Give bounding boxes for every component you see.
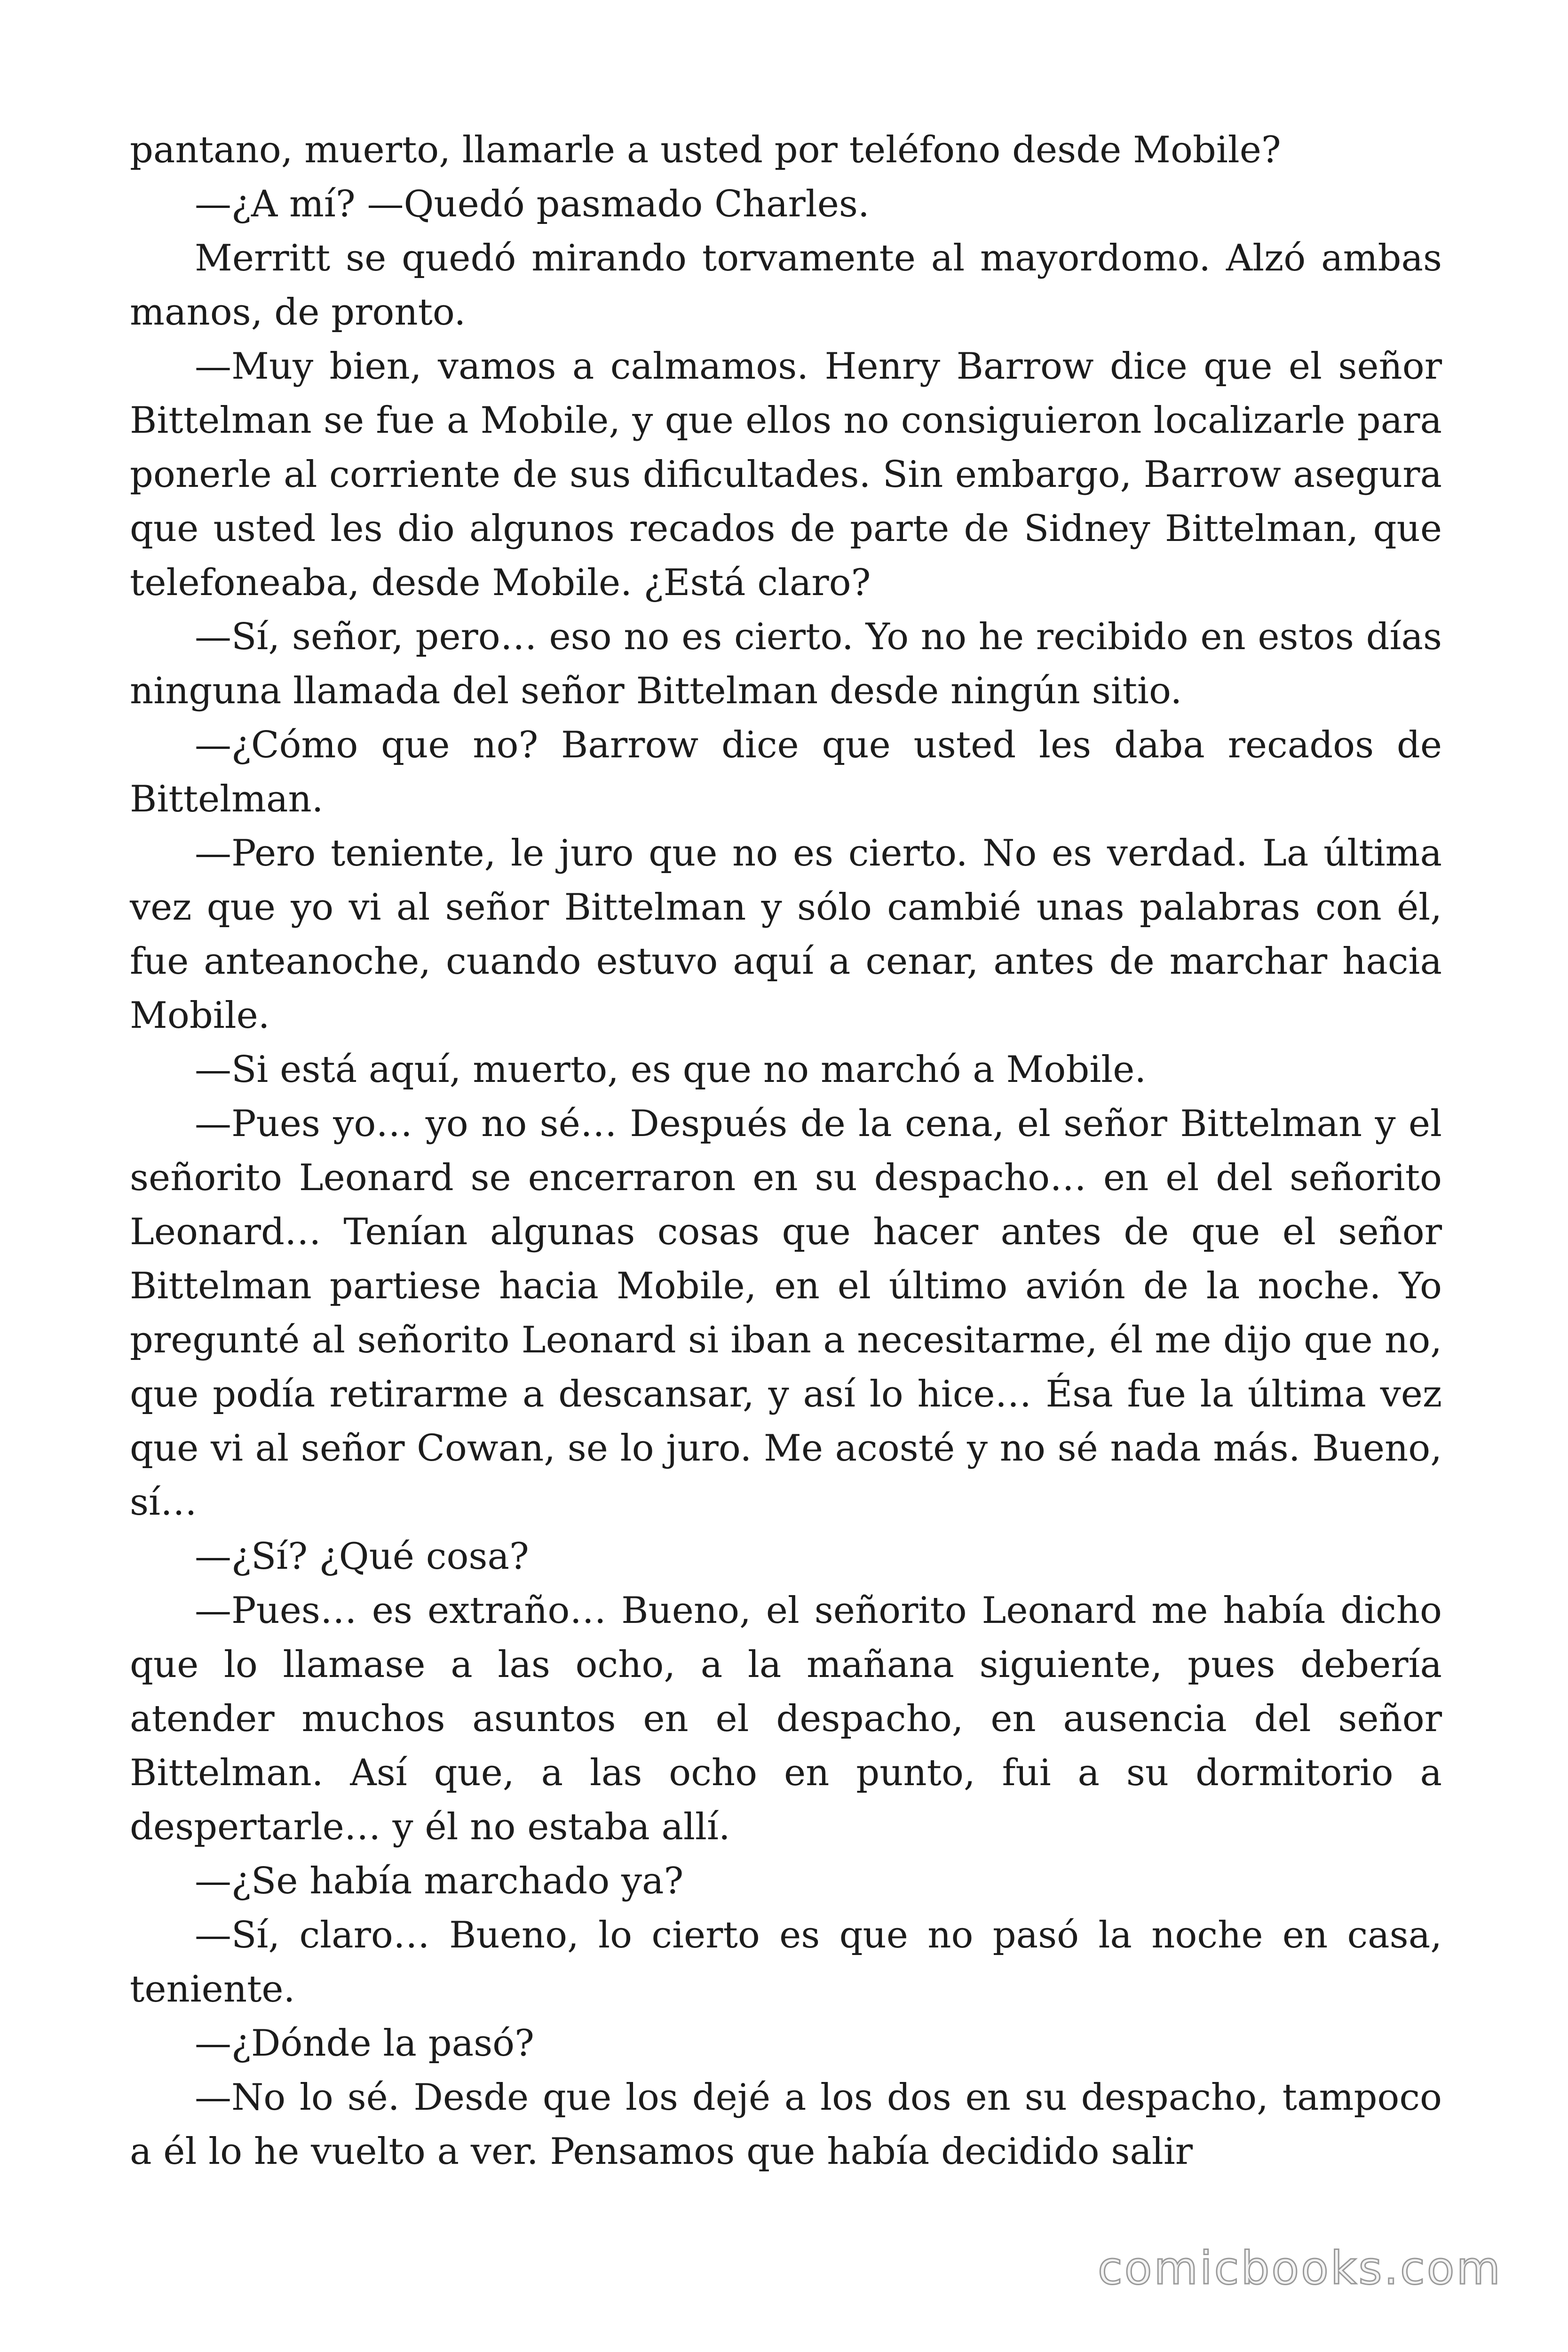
paragraph: —Sí, señor, pero… eso no es cierto. Yo no he recibido en estos días ninguna llamada del señor Bittelman desde ningún sitio. [130,616,1442,712]
paragraph: —Pues… es extraño… Bueno, el señorito Leonard me había dicho que lo llamase a las ocho, a la mañana siguiente, pues debería atender muchos asuntos en el despacho, en ausencia del señor Bittelman. Así que, a las ocho en punto, fui a su dormitorio a despertarle… y él no estaba allí. [130,1589,1442,1848]
paragraph: —¿Sí? ¿Qué cosa? [195,1535,529,1578]
paragraph: —Pues yo… yo no sé… Después de la cena, el señor Bittelman y el señorito Leonard se encerraron en su despacho… en el del señorito Leonard… Tenían algunas cosas que hacer antes de que el señor Bittelman partiese hacia Mobile, en el último avión de la noche. Yo pregunté al señorito Leonard si iban a necesitarme, él me dijo que no, que podía retirarme a descansar, y así lo hice… Ésa fue la última vez que vi al señor Cowan, se lo juro. Me acosté y no sé nada más. Bueno, sí… [130,1103,1442,1524]
paragraph: Merritt se quedó mirando torvamente al mayordomo. Alzó ambas manos, de pronto. [130,237,1442,334]
paragraph: —Pero teniente, le juro que no es cierto. No es verdad. La última vez que yo vi al señor Bittelman y sólo cambié unas palabras con él, fue anteanoche, cuando estuvo aquí a cenar, antes de marchar hacia Mobile. [130,832,1442,1037]
page-text [130,123,1442,2179]
paragraph: —Muy bien, vamos a calmamos. Henry Barrow dice que el señor Bittelman se fue a Mobile, y que ellos no consiguieron localizarle para ponerle al corriente de sus dificultades. Sin embargo, Barrow asegura que usted les dio algunos recados de parte de Sidney Bittelman, que telefoneaba, desde Mobile. ¿Está claro? [130,345,1442,604]
paragraph: —¿Cómo que no? Barrow dice que usted les daba recados de Bittelman. [130,724,1442,820]
paragraph: —Sí, claro… Bueno, lo cierto es que no pasó la noche en casa, teniente. [130,1914,1442,2010]
paragraph: —¿A mí? —Quedó pasmado Charles. [195,183,870,225]
paragraph: pantano, muerto, llamarle a usted por teléfono desde Mobile? [130,129,1281,171]
paragraph: —No lo sé. Desde que los dejé a los dos en su despacho, tampoco a él lo he vuelto a ver. Pensamos que había decidido salir [130,2076,1442,2173]
paragraph: —¿Se había marchado ya? [195,1860,684,1902]
watermark: comicbooks.com [1097,2242,1502,2295]
paragraph: —Si está aquí, muerto, es que no marchó a Mobile. [195,1049,1147,1091]
paragraph: —¿Dónde la pasó? [195,2022,534,2065]
